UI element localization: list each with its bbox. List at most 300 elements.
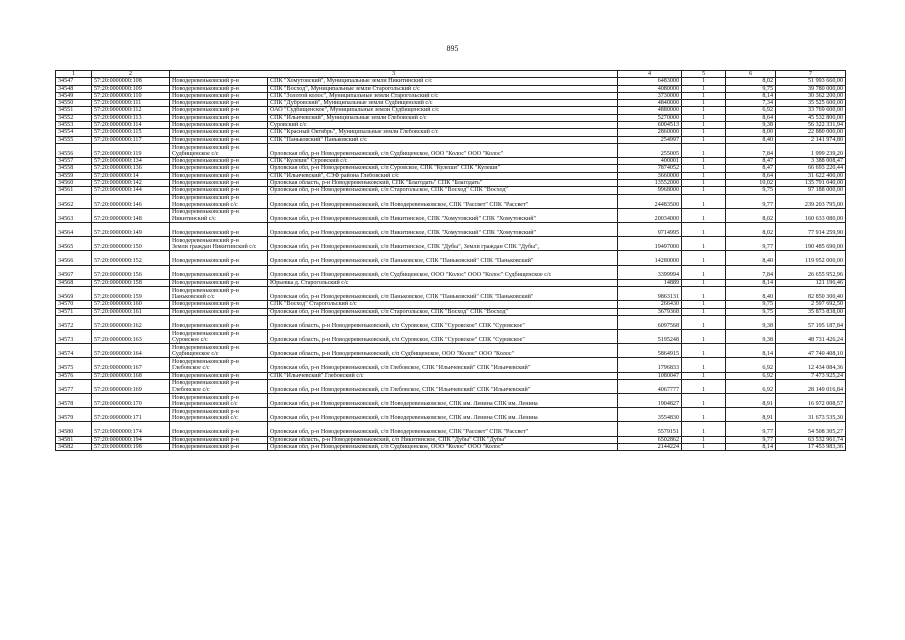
description-cell <box>268 208 618 222</box>
row-number-cell <box>56 279 92 286</box>
rate-cell-text: 8,02 <box>762 229 774 236</box>
district-cell-text: Новодеревеньковский р-н <box>172 92 239 99</box>
row-number-cell <box>56 122 92 129</box>
rate-cell <box>726 279 776 286</box>
description-cell-text: Орловская область, р-н Новодеревеньковский, с/п Суровское, СПК "Суровское" СПК "Суровское" <box>270 336 525 343</box>
count-cell <box>682 308 726 315</box>
count-cell-text: 1 <box>701 215 706 222</box>
count-cell <box>682 180 726 187</box>
description-cell-text: Юрьевка д. Старогольский с/с <box>270 279 349 286</box>
rate-cell <box>726 158 776 165</box>
rate-cell-text: 8,14 <box>762 279 774 286</box>
description-cell-text: Орловская обл, р-н Новодеревеньковский, с/п Новодеревеньковское, СПК им. Ленина СПК им. Ленина <box>270 400 538 407</box>
area-cell <box>618 394 682 408</box>
description-cell-text: СПК "Золотой колос", Муниципальные земли Старогольский с/с <box>270 92 439 99</box>
area-cell <box>618 358 682 372</box>
area-cell-text: 5195248 <box>657 336 680 343</box>
count-cell <box>682 223 726 237</box>
rate-cell-text: 9,77 <box>762 244 774 251</box>
rate-cell-text: 9,75 <box>762 85 774 92</box>
count-cell-text: 1 <box>701 336 706 343</box>
area-cell <box>618 279 682 286</box>
area-cell-text: 6502862 <box>657 436 680 443</box>
table-row <box>56 100 846 107</box>
area-cell <box>618 114 682 121</box>
area-cell <box>618 165 682 172</box>
count-cell-text: 1 <box>701 429 706 436</box>
count-cell-text: 1 <box>701 136 706 143</box>
area-cell-text: 20034000 <box>654 215 680 222</box>
area-cell-text: 3399994 <box>657 272 680 279</box>
area-cell <box>618 422 682 436</box>
rate-cell <box>726 251 776 265</box>
district-cell <box>170 408 268 422</box>
row-number-cell <box>56 223 92 237</box>
cadastral-number-cell <box>92 287 170 301</box>
value-cell <box>776 172 846 179</box>
rate-cell <box>726 136 776 143</box>
table-row <box>56 358 846 372</box>
value-cell <box>776 85 846 92</box>
cadastral-number-cell <box>92 143 170 157</box>
description-cell <box>268 372 618 379</box>
row-number-cell <box>56 194 92 208</box>
value-cell <box>776 315 846 329</box>
district-cell <box>170 372 268 379</box>
count-cell-text: 1 <box>701 129 706 136</box>
rate-cell-text: 9,75 <box>762 187 774 194</box>
area-cell-text: 9968000 <box>657 187 680 194</box>
value-cell <box>776 143 846 157</box>
area-cell <box>618 251 682 265</box>
cadastral-number-cell-text: 57:20:0000000:14 <box>94 172 139 179</box>
row-number-cell-text: 34554 <box>58 129 74 136</box>
value-cell-text: 35 873 838,00 <box>807 308 844 315</box>
count-cell-text: 1 <box>701 365 706 372</box>
area-cell-text: 4067777 <box>657 386 680 393</box>
row-number-cell <box>56 187 92 194</box>
district-cell-text: Новодеревеньковский р-н <box>172 279 239 286</box>
description-cell-text: СПК "Дубровский", Муниципальные земли Судбищенский с/с <box>270 100 433 107</box>
area-cell <box>618 287 682 301</box>
rate-cell <box>726 208 776 222</box>
value-cell <box>776 330 846 344</box>
value-cell-text: 160 633 080,00 <box>804 215 844 222</box>
count-cell-text: 1 <box>701 244 706 251</box>
count-cell-text: 1 <box>701 85 706 92</box>
value-cell-text: 54 508 305,27 <box>807 429 844 436</box>
area-cell <box>618 122 682 129</box>
row-number-cell <box>56 107 92 114</box>
cadastral-number-cell-text: 57:20:0000000:109 <box>94 85 142 92</box>
value-cell <box>776 136 846 143</box>
description-cell-text: Орловская обл, р-н Новодеревеньковский, с/п Новодеревеньковское, СПК "Рассвет" СПК "Рассвет" <box>270 201 529 208</box>
count-cell <box>682 344 726 358</box>
district-cell <box>170 279 268 286</box>
row-number-cell <box>56 308 92 315</box>
cadastral-table-container <box>55 70 845 451</box>
district-cell <box>170 92 268 99</box>
count-cell-text: 1 <box>701 386 706 393</box>
row-number-cell-text: 34577 <box>58 386 74 393</box>
cadastral-number-cell <box>92 122 170 129</box>
count-cell <box>682 301 726 308</box>
district-cell-text: Новодеревеньковский р-н Глебовское с/с <box>172 359 239 372</box>
cadastral-number-cell <box>92 100 170 107</box>
description-cell-text: Орловская область, р-н Новодеревеньковский, СПК "Благодать" СПК "Благодать" <box>270 180 483 187</box>
area-cell-text: 14280000 <box>654 258 680 265</box>
district-cell <box>170 129 268 136</box>
cadastral-number-cell-text: 57:20:0000000:152 <box>94 258 142 265</box>
count-cell-text: 1 <box>701 436 706 443</box>
header-row <box>56 71 846 78</box>
description-cell <box>268 158 618 165</box>
count-cell <box>682 107 726 114</box>
area-cell <box>618 265 682 279</box>
value-cell-text: 2 597 692,50 <box>811 301 844 308</box>
count-cell-text: 1 <box>701 351 706 358</box>
value-cell-text: 56 322 331,94 <box>807 122 844 129</box>
count-cell <box>682 330 726 344</box>
count-cell-text: 1 <box>701 100 706 107</box>
rate-cell-text: 8,40 <box>762 136 774 143</box>
value-cell <box>776 379 846 393</box>
description-cell-text: Суровский с/с <box>270 122 307 129</box>
count-cell-text: 1 <box>701 443 706 450</box>
count-cell <box>682 372 726 379</box>
rate-cell <box>726 92 776 99</box>
district-cell <box>170 136 268 143</box>
value-cell <box>776 251 846 265</box>
value-cell <box>776 308 846 315</box>
count-cell-text: 1 <box>701 92 706 99</box>
cadastral-number-cell-text: 57:20:0000000:113 <box>94 114 142 121</box>
table-row <box>56 180 846 187</box>
value-cell <box>776 158 846 165</box>
area-cell-text: 5864915 <box>657 351 680 358</box>
row-number-cell <box>56 78 92 85</box>
cadastral-number-cell <box>92 187 170 194</box>
count-cell-text: 1 <box>701 180 706 187</box>
area-cell <box>618 194 682 208</box>
value-cell-text: 51 993 660,00 <box>807 78 844 85</box>
district-cell <box>170 100 268 107</box>
cadastral-number-cell-text: 57:20:0000000:164 <box>94 351 142 358</box>
row-number-cell <box>56 315 92 329</box>
value-cell <box>776 358 846 372</box>
row-number-cell-text: 34555 <box>58 136 74 143</box>
row-number-cell-text: 34553 <box>58 122 74 129</box>
area-cell-text: 4840000 <box>657 100 680 107</box>
rate-cell <box>726 172 776 179</box>
table-row <box>56 315 846 329</box>
district-cell <box>170 122 268 129</box>
district-cell-text: Новодеревеньковский р-н <box>172 78 239 85</box>
description-cell <box>268 330 618 344</box>
cadastral-number-cell <box>92 78 170 85</box>
area-cell <box>618 129 682 136</box>
rate-cell-text: 8,64 <box>762 114 774 121</box>
rate-cell-text: 8,02 <box>762 215 774 222</box>
description-cell-text: Орловская обл, р-н Новодеревеньковский, с/п Паньковское, СПК "Паньковский" СПК "Паньковский" <box>270 293 534 300</box>
value-cell-text: 121 196,46 <box>815 279 844 286</box>
description-cell-text: Орловская обл, р-н Новодеревеньковский, с/п Судбищенское, ООО "Колос" ООО "Колос" <box>270 150 504 157</box>
area-cell-text: 2144224 <box>657 443 680 450</box>
column-header: 7 <box>776 71 846 78</box>
table-row <box>56 129 846 136</box>
row-number-cell-text: 34558 <box>58 165 74 172</box>
value-cell-text: 33 769 600,00 <box>807 107 844 114</box>
value-cell-text: 66 693 220,44 <box>807 165 844 172</box>
value-cell <box>776 100 846 107</box>
cadastral-number-cell <box>92 114 170 121</box>
row-number-cell-text: 34576 <box>58 372 74 379</box>
description-cell <box>268 165 618 172</box>
count-cell-text: 1 <box>701 107 706 114</box>
district-cell-text: Новодеревеньковский р-н <box>172 165 239 172</box>
row-number-cell <box>56 443 92 450</box>
column-header: 3 <box>170 71 618 78</box>
district-cell <box>170 344 268 358</box>
cadastral-number-cell-text: 57:20:0000000:136 <box>94 165 142 172</box>
count-cell <box>682 237 726 251</box>
row-number-cell <box>56 165 92 172</box>
count-cell <box>682 143 726 157</box>
area-cell-text: 1796833 <box>657 365 680 372</box>
district-cell-text: Новодеревеньковский р-н <box>172 172 239 179</box>
cadastral-number-cell-text: 57:20:0000000:159 <box>94 293 142 300</box>
district-cell-text: Новодеревеньковский р-н Судбищенское с/с <box>172 144 239 157</box>
count-cell-text: 1 <box>701 301 706 308</box>
table-row <box>56 194 846 208</box>
rate-cell <box>726 358 776 372</box>
rate-cell-text: 9,75 <box>762 308 774 315</box>
rate-cell-text: 8,14 <box>762 92 774 99</box>
description-cell <box>268 251 618 265</box>
value-cell-text: 22 880 000,00 <box>807 129 844 136</box>
value-cell-text: 30 362 200,00 <box>807 92 844 99</box>
count-cell <box>682 408 726 422</box>
area-cell <box>618 208 682 222</box>
count-cell <box>682 172 726 179</box>
count-cell-text: 1 <box>701 158 706 165</box>
district-cell-text: Новодеревеньковский р-н Судбищенское с/с <box>172 344 239 358</box>
cadastral-number-cell-text: 57:20:0000000:198 <box>94 443 142 450</box>
value-cell <box>776 344 846 358</box>
rate-cell-text: 10,02 <box>759 180 774 187</box>
cadastral-number-cell-text: 57:20:0000000:163 <box>94 336 142 343</box>
table-row <box>56 436 846 443</box>
district-cell <box>170 436 268 443</box>
description-cell-text: Орловская область, р-н Новодеревеньковский, с/п Никитинское, СПК "Дубы" СПК "Дубы" <box>270 436 507 443</box>
table-row <box>56 158 846 165</box>
area-cell-text: 4880000 <box>657 107 680 114</box>
row-number-cell-text: 34569 <box>58 293 74 300</box>
row-number-cell-text: 34575 <box>58 365 74 372</box>
value-cell <box>776 114 846 121</box>
district-cell <box>170 172 268 179</box>
value-cell-text: 39 780 000,00 <box>807 85 844 92</box>
area-cell-text: 6483000 <box>657 78 680 85</box>
area-cell <box>618 107 682 114</box>
area-cell-text: 14889 <box>663 279 680 286</box>
district-cell <box>170 287 268 301</box>
area-cell-text: 3730000 <box>657 92 680 99</box>
cadastral-number-cell <box>92 172 170 179</box>
value-cell <box>776 372 846 379</box>
value-cell <box>776 265 846 279</box>
area-cell <box>618 408 682 422</box>
cadastral-number-cell <box>92 358 170 372</box>
count-cell-text: 1 <box>701 114 706 121</box>
district-cell <box>170 180 268 187</box>
rate-cell <box>726 379 776 393</box>
cadastral-number-cell <box>92 315 170 329</box>
cadastral-number-cell <box>92 194 170 208</box>
district-cell-text: Новодеревеньковский р-н Никитинский с/с <box>172 209 239 222</box>
district-cell <box>170 315 268 329</box>
count-cell-text: 1 <box>701 272 706 279</box>
row-number-cell <box>56 394 92 408</box>
row-number-cell <box>56 265 92 279</box>
area-cell <box>618 443 682 450</box>
cadastral-number-cell <box>92 107 170 114</box>
table-row <box>56 107 846 114</box>
value-cell-text: 77 914 259,90 <box>807 229 844 236</box>
cadastral-number-cell <box>92 251 170 265</box>
value-cell-text: 45 532 800,00 <box>807 114 844 121</box>
rate-cell <box>726 265 776 279</box>
district-cell-text: Новодеревеньковский р-н <box>172 180 239 187</box>
cadastral-number-cell <box>92 92 170 99</box>
row-number-cell-text: 34579 <box>58 415 74 422</box>
district-cell-text: Новодеревеньковский р-н <box>172 436 239 443</box>
row-number-cell-text: 34550 <box>58 100 74 107</box>
description-cell <box>268 107 618 114</box>
row-number-cell-text: 34581 <box>58 436 74 443</box>
row-number-cell <box>56 85 92 92</box>
cadastral-number-cell-text: 57:20:0000000:114 <box>94 122 142 129</box>
count-cell-text: 1 <box>701 78 706 85</box>
rate-cell <box>726 100 776 107</box>
district-cell <box>170 394 268 408</box>
row-number-cell <box>56 208 92 222</box>
district-cell <box>170 143 268 157</box>
count-cell <box>682 165 726 172</box>
rate-cell-text: 7,84 <box>762 272 774 279</box>
value-cell <box>776 129 846 136</box>
rate-cell <box>726 330 776 344</box>
table-row <box>56 187 846 194</box>
value-cell-text: 12 434 084,36 <box>807 365 844 372</box>
rate-cell-text: 8,40 <box>762 293 774 300</box>
description-cell-text: Орловская обл, р-н Новодеревеньковский, с/п Новодеревеньковское, СПК "Рассвет" СПК "Рассвет" <box>270 429 529 436</box>
district-cell-text: Новодеревеньковский р-н Паньковский с/с <box>172 287 239 300</box>
district-cell-text: Новодеревеньковский р-н <box>172 107 239 114</box>
table-row <box>56 92 846 99</box>
value-cell <box>776 78 846 85</box>
value-cell <box>776 301 846 308</box>
row-number-cell-text: 34551 <box>58 107 74 114</box>
description-cell <box>268 114 618 121</box>
rate-cell-text: 7,34 <box>762 100 774 107</box>
district-cell <box>170 165 268 172</box>
cadastral-number-cell <box>92 394 170 408</box>
count-cell-text: 1 <box>701 172 706 179</box>
table-row <box>56 122 846 129</box>
count-cell <box>682 279 726 286</box>
district-cell-text: Новодеревеньковский р-н <box>172 114 239 121</box>
value-cell-text: 16 972 008,57 <box>807 400 844 407</box>
area-cell <box>618 78 682 85</box>
cadastral-number-cell <box>92 129 170 136</box>
rate-cell-text: 9,77 <box>762 436 774 443</box>
value-cell <box>776 408 846 422</box>
table-row <box>56 208 846 222</box>
description-cell-text: Орловская обл, р-н Новодеревеньковский, с/п Никитинское, СПК "Хомутовский" СПК "Хомутовский" <box>270 229 536 236</box>
count-cell <box>682 92 726 99</box>
area-cell-text: 3660000 <box>657 172 680 179</box>
description-cell <box>268 237 618 251</box>
rate-cell <box>726 187 776 194</box>
area-cell <box>618 92 682 99</box>
description-cell <box>268 187 618 194</box>
cadastral-number-cell <box>92 136 170 143</box>
value-cell-text: 35 525 600,00 <box>807 100 844 107</box>
description-cell-text: Орловская обл, р-н Новодеревеньковский, с/п Новодеревеньковское, СПК им. Ленина СПК им. Ленина <box>270 415 538 422</box>
table-row <box>56 78 846 85</box>
count-cell-text: 1 <box>701 372 706 379</box>
district-cell-text: Новодеревеньковский р-н <box>172 443 239 450</box>
count-cell-text: 1 <box>701 122 706 129</box>
district-cell-text: Новодеревеньковский р-н <box>172 301 239 308</box>
district-cell-text: Новодеревеньковский р-н <box>172 258 239 265</box>
area-cell <box>618 143 682 157</box>
district-cell <box>170 443 268 450</box>
description-cell-text: Орловская обл, р-н Новодеревеньковский, с/п Старогольское, СПК "Восход" СПК "Восход" <box>270 187 508 194</box>
row-number-cell-text: 34573 <box>58 336 74 343</box>
description-cell-text: Орловская обл, р-н Новодеревеньковский, с/п Судбищенское, ООО "Колос" ООО "Колос" Судбищенское с/с <box>270 272 552 279</box>
table-row <box>56 344 846 358</box>
description-cell <box>268 85 618 92</box>
district-cell-text: Новодеревеньковский р-н Земли граждан Никитинский с/с <box>172 237 257 251</box>
cadastral-number-cell <box>92 180 170 187</box>
row-number-cell-text: 34571 <box>58 308 74 315</box>
row-number-cell-text: 34559 <box>58 172 74 179</box>
area-cell-text: 7874052 <box>657 165 680 172</box>
count-cell <box>682 287 726 301</box>
area-cell-text: 1080047 <box>657 372 680 379</box>
value-cell <box>776 443 846 450</box>
cadastral-number-cell-text: 57:20:0000000:158 <box>94 279 142 286</box>
row-number-cell <box>56 436 92 443</box>
rate-cell-text: 8,00 <box>762 129 774 136</box>
cadastral-number-cell-text: 57:20:0000000:167 <box>94 365 142 372</box>
area-cell-text: 19497000 <box>654 244 680 251</box>
cadastral-number-cell-text: 57:20:0000000:168 <box>94 372 142 379</box>
count-cell <box>682 100 726 107</box>
rate-cell <box>726 180 776 187</box>
rate-cell <box>726 422 776 436</box>
row-number-cell-text: 34565 <box>58 244 74 251</box>
column-header: 5 <box>682 71 726 78</box>
row-number-cell-text: 34566 <box>58 258 74 265</box>
description-cell-text: Орловская обл, р-н Новодеревеньковский, с/п Суровское, СПК "Кулеши" СПК "Кулеши" <box>270 165 500 172</box>
cadastral-number-cell <box>92 372 170 379</box>
row-number-cell-text: 34562 <box>58 201 74 208</box>
rate-cell-text: 8,40 <box>762 258 774 265</box>
area-cell-text: 1904827 <box>657 400 680 407</box>
